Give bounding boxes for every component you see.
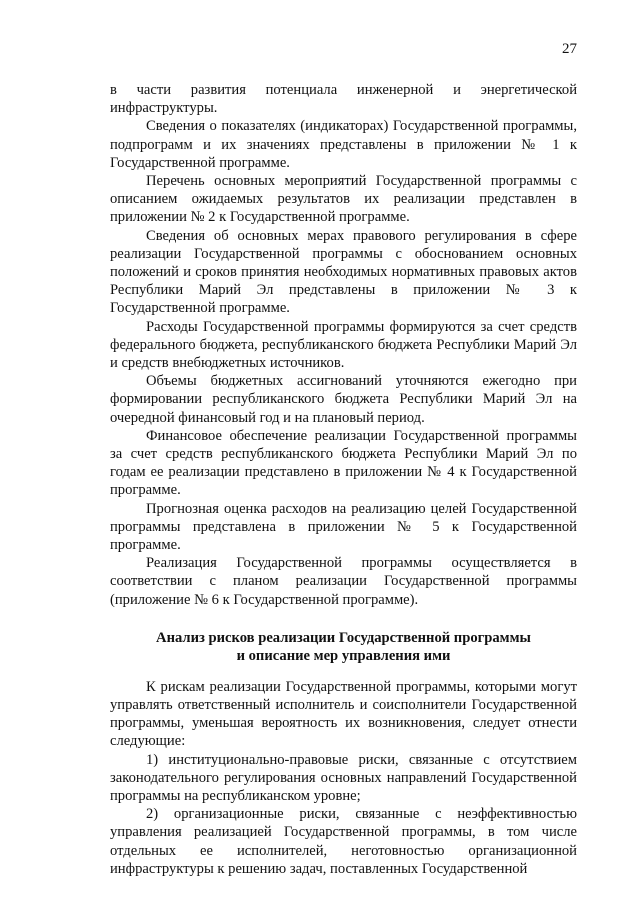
paragraph-main-activities: Перечень основных мероприятий Государственной программы с описанием ожидаемых результатов их реализации представлен в приложении № 2 к Государственной программе. bbox=[110, 173, 577, 226]
section-heading-line-1: Анализ рисков реализации Государственной программы bbox=[156, 629, 531, 646]
paragraph-indicators: Сведения о показателях (индикаторах) Государственной программы, подпрограмм и их значениях представлены в приложении № 1 к Государственной программе. bbox=[110, 118, 577, 171]
section-heading-line-2: и описание мер управления ими bbox=[236, 648, 451, 665]
page-number: 27 bbox=[562, 41, 577, 57]
section-heading bbox=[110, 629, 577, 666]
paragraph-implementation-plan: Реализация Государственной программы осуществляется в соответствии с планом реализации Государственной программы (приложение № 6 к Государственной программе). bbox=[110, 555, 577, 608]
paragraph-budget-volumes: Объемы бюджетных ассигнований уточняются ежегодно при формировании республиканского бюджета Республики Марий Эл на очередной финансовый год и на плановый период. bbox=[110, 373, 577, 426]
paragraph-expenses: Расходы Государственной программы формируются за счет средств федерального бюджета, республиканского бюджета Республики Марий Эл и средств внебюджетных источников. bbox=[110, 318, 577, 372]
page-content bbox=[110, 81, 577, 878]
paragraph-financial-support: Финансовое обеспечение реализации Государственной программы за счет средств республиканского бюджета Республики Марий Эл по годам ее реализации представлено в приложении № 4 к Государственной программе. bbox=[110, 427, 577, 499]
paragraph-risks-intro: К рискам реализации Государственной программы, которыми могут управлять ответственный исполнитель и соисполнители Государственной программы, уменьшая вероятность их возникновения, следует отнести следующие: bbox=[110, 678, 577, 750]
paragraph-infrastructure: в части развития потенциала инженерной и энергетической инфраструктуры. bbox=[110, 82, 577, 117]
paragraph-legal-regulation: Сведения об основных мерах правового регулирования в сфере реализации Государственной программы с обоснованием основных положений и сроков принятия необходимых нормативных правовых актов Республики Марий Эл представлены в приложении № 3 к Государственной программе. bbox=[110, 227, 577, 317]
list-item-organizational-risks: 2) организационные риски, связанные с неэффективностью управления реализацией Государственной программы, в том числе отдельных ее исполнителей, неготовностью организационной инфраструктуры к решению задач, поставленных Государственной bbox=[110, 806, 577, 877]
list-item-institutional-risks: 1) институционально-правовые риски, связанные с отсутствием законодательного регулирования основных направлений Государственной программы на республиканском уровне; bbox=[110, 751, 577, 804]
paragraph-forecast-estimate: Прогнозная оценка расходов на реализацию целей Государственной программы представлена в приложении № 5 к Государственной программе. bbox=[110, 500, 577, 554]
